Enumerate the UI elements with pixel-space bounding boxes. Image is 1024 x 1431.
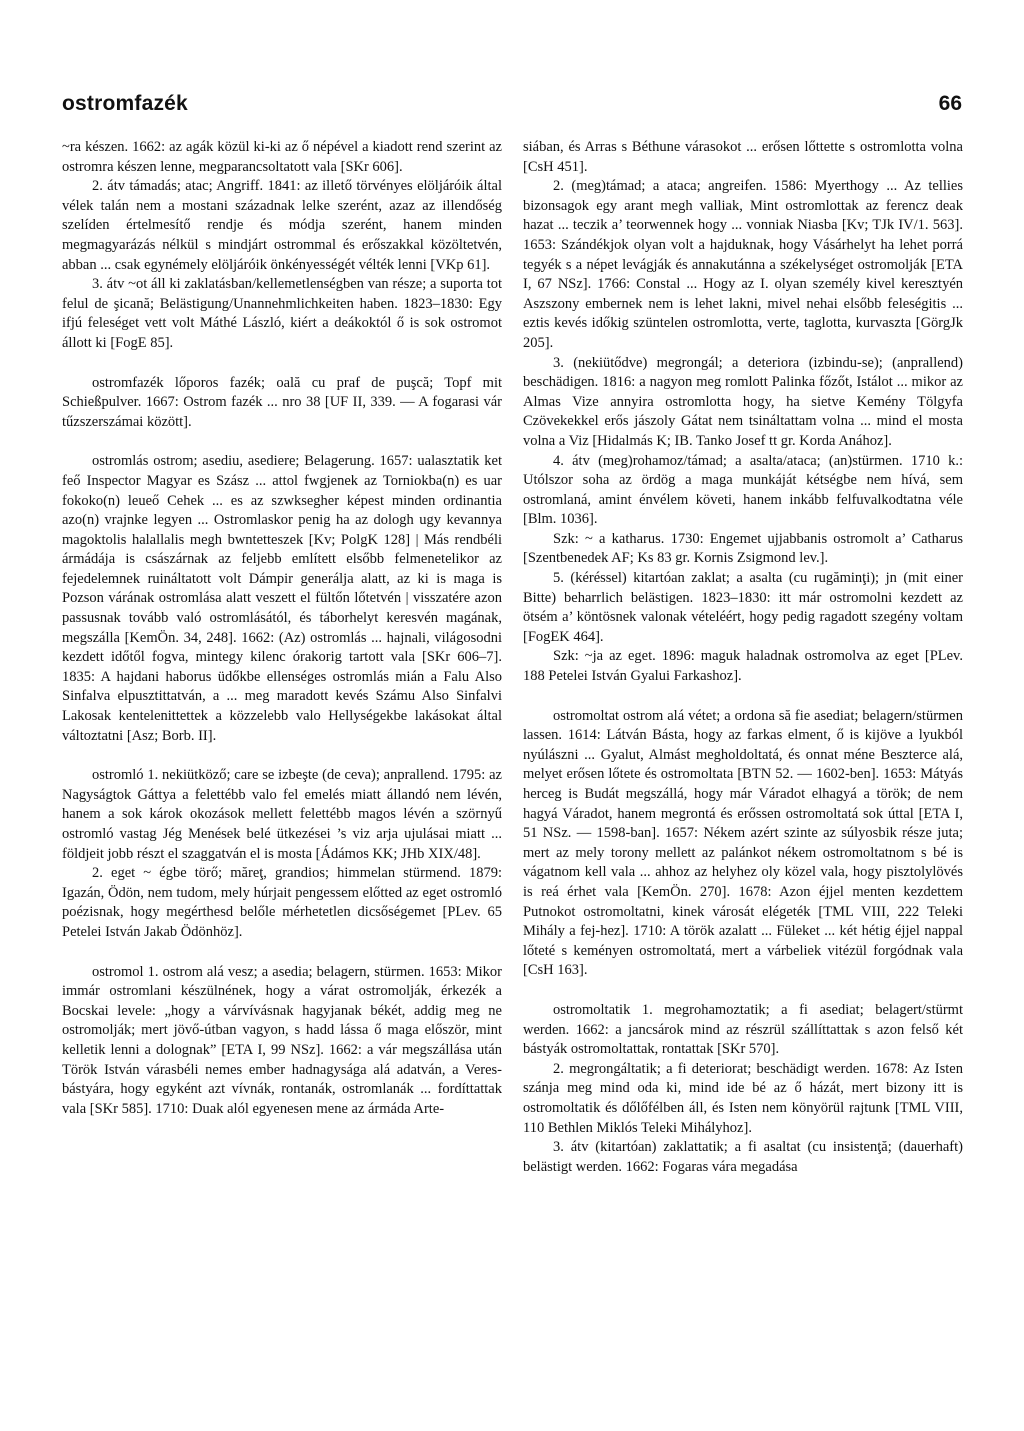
- running-head-title: ostromfazék: [62, 92, 188, 115]
- entry-paragraph: 2. átv támadás; atac; Angriff. 1841: az illető törvényes elöljáróik által vélek talán nem a mostani századnak lelke szerént, azaz az illendőség szelíden értelmesítő rendje és módja szerént, hanem minden megmagyarázás nélkül s mindjárt ostrommal és erőszakkal közöltetvén, abban ... csak egynémely elöljáróik önkényességét vélték lenni [VKp 61].: [62, 178, 502, 273]
- entry-paragraph: 2. megrongáltatik; a fi deteriorat; beschädigt werden. 1678: Az Isten szánja meg mind oda ki, mind ide bé az ő házát, mert bizony itt is ostromoltatik és dőlőfélben áll, és Isten nem könyörül rajtunk [TML VIII, 110 Bethlen Miklós Teleki Mihályhoz].: [523, 1060, 963, 1136]
- entry-paragraph: 3. (nekiütődve) megrongál; a deteriora (izbindu-se); (anprallend) beschädigen. 1816: a nagyon meg romlott Palinka főzőt, Istálot ... mikor az Almas Vize annyira ostromlotta hogy, ha sietve Kemény Tölgyfa Czövekekkel erős jászoly Gátat nem tsináltattam volna ... mind el mosta volna a Viz [Hidalmás K; IB. Tanko Josef tt gr. Korda Anához].: [523, 354, 963, 449]
- entry-ostromlas: ostromlás ostrom; asediu, asediere; Belagerung. 1657: ualasztatik ket feő Inspector Magyar es Szász ... attol fwgjenek az Torniokba(n) es uar fokoko(n) leueő Cehek ... es az szwksegher képest minden ordinantia azo(n) vrajnke legyen ... Ostromlaskor penig ha az dologh ugy kevannya magoktolis halallalis megh bwntetteszek [Kv; PolgK 128] | Más rendbéli ármádája is császárnak az feljebb említett elsőbb felmenetelikor az fejedelemnek ruináltatott volt Dámpir generálja alatt, az ki is maga is Pozson várának ostromlása alatt veszett el fültőn lőtetvén | visszatére azon passusnak tovább való ostromlásától, és táborhelyt keresvén magának, megszálla [KemÖn. 34, 248]. 1662: (Az) ostromlás ... hajnali, világosodni kezdett időtől fogva, mintegy kilenc órakorig tartott vala [SKr 606–7]. 1835: A hajdani haborus üdőkbe ellenséges ostromlás mián a Falu Also Sinfalva elpusztittatván, a ... meg maradott kevés Számu Also Sinfalvi Lakosak kentelenittettek a közzelebb valo Hellységekbe lakásokat által változtatni [Asz; Borb. II].: [62, 453, 502, 744]
- entry-ostromlo: ostromló 1. nekiütköző; care se izbeşte (de ceva); anprallend. 1795: az Nagyságtok Gáttya a felettébb valo fel emelés miatt állandó nem lévén, hanem a sok károk okozások mellett felettébb magos lévén a szörnyű ostromló vastag Jég Menések belé ütkezései ’s viz arja ujulásai miatt ... földjeit jobb részt el szaggatván el is mosta [Ádámos KK; JHb XIX/48].: [62, 767, 502, 862]
- entry-paragraph: 5. (kéréssel) kitartóan zaklat; a asalta (cu rugăminţi); jn (mit einer Bitte) beharrlich belästigen. 1823–1830: itt már ostromolni kezdett az ötsém a’ köntösnek valonak vételéért, hogy pedig ragadott szegény voltam [FogEK 464].: [523, 570, 963, 645]
- entry-paragraph: Szk: ~ a katharus. 1730: Engemet ujjabbanis ostromolt a’ Catharus [Szentbenedek AF; Ks 83 gr. Kornis Zsigmond lev.].: [523, 530, 963, 567]
- entry-paragraph: 4. átv (meg)rohamoz/támad; a asalta/ataca; (an)stürmen. 1710 k.: Utólszor soha az ördög a maga munkáját kétségbe nem hívá, sem ostromlaná, amint énvélem követi, hanem inkább felfuvalkodtatna véle [Blm. 1036].: [523, 452, 963, 528]
- entry-paragraph: 2. (meg)támad; a ataca; angreifen. 1586: Myerthogy ... Az tellies bizonsagok egy arant megh valliak, Mint ostromlottak az ferencz deak hazat ... teczik a’ teorwennek hogy ... vonniak Niasba [Kv; TJk IV/1. 563]. 1653: Szándékjok olyan volt a hajduknak, hogy Vásárhelyt ha lehet porrá tegyék s a népet levágják és annakutánna a székelységet ostromolják [ETA I, 67 NSz]. 1766: Constal ... Hogy az I. olyan személy kivel keresztyén Aszszony embernek nem is lehet lakni, mivel nehai elsőbb feleségitis ... eztis kevés időkig szüntelen ostromlotta, verte, taglotta, kurvaszta [GörgJk 205].: [523, 178, 963, 351]
- left-column: [62, 138, 502, 1119]
- page-number: 66: [938, 92, 962, 115]
- entry-paragraph: 3. átv ~ot áll ki zaklatásban/kellemetlenségben van része; a suporta tot felul de şicană; Belästigung/Unannehmlichkeiten haben. 1823–1830: Egy ifjú feleséget vett volt Máthé László, kiért a deákoktól ő is sok ostromot állott ki [FogE 85].: [62, 276, 502, 351]
- entry-ostromol: ostromol 1. ostrom alá vesz; a asedia; belagern, stürmen. 1653: Mikor immár ostromlani készülnének, hogy a várat ostromolják, érkezék a Bocskai levele: „hogy a várvívásnak hagyjanak békét, addig meg ne ostromolják; mert jövő-útban vagyon, s hadd lássa ő maga először, mint kelletik lenni a dolognak” [ETA I, 99 NSz]. 1662: a vár megszállása után Török István várasbéli nemes ember hadnagysága alá adatván, a Veres-bástyára, hogy egyként azt vívnák, rontanák, ostromlanák ... fordíttattak vala [SKr 585]. 1710: Duak alól egyenesen mene az ármáda Arte-: [62, 963, 502, 1117]
- entry-paragraph: 3. átv (kitartóan) zaklattatik; a fi asaltat (cu insistenţă; (dauerhaft) belästigt werden. 1662: Fogaras vára megadása: [523, 1139, 963, 1175]
- entry-paragraph: ~ra készen. 1662: az agák közül ki-ki az ő népével a kiadott rend szerint az ostromra készen lenne, megparancsoltatott vala [SKr 606].: [62, 139, 502, 175]
- entry-ostromoltatik: ostromoltatik 1. megrohamoztatik; a fi asediat; belagert/stürmt werden. 1662: a jancsárok mind az részrül szállíttattak s azon felső két bástyák ostromoltattak, rontattak [SKr 570].: [523, 1001, 963, 1058]
- entry-ostromoltat: ostromoltat ostrom alá vétet; a ordona să fie asediat; belagern/stürmen lassen. 1614: Látván Básta, hogy az farkas elment, ő is kijöve a lyukból nyúlászni ... Gyalut, Almást megholdoltatá, és onnat méne Beszterce alá, melyet erősen lőtete és ostromoltata [BTN 52. — 1602-ben]. 1653: Mátyás herceg is Budát megszállá, hogy már Váradot elhagyá a török; de nem hagyá Váradot, hanem megrontá és erőssen ostromoltatá sok úttal [ETA I, 51 NSz. — 1598-ban]. 1657: Nékem azért szinte az súlyosbik része juta; mert az mely torony mellett az palánkot nékem ostromoltatnom s bé is vágatnom kell vala ... ahhoz az helyhez oly közel vala, hogy pisztolylövés is reá érhet vala [KemÖn. 270]. 1678: Azon éjjel menten kezdettem Putnokot ostromoltatni, kinek városát elégeték [TML VIII, 222 Teleki Mihály a fej-hez]. 1710: A török azalatt ... Füleket ... két hétig éjjel nappal lőteté s keményen ostromoltatá, mert a várbeliek vitézül forgódnak vala [CsH 163].: [523, 707, 963, 979]
- right-column: [523, 138, 963, 1177]
- entry-paragraph: 2. eget ~ égbe törő; măreţ, grandios; himmelan stürmend. 1879: Igazán, Ödön, nem tudom, mely húrjait pengessem előtted az eget ostromló poézisnak, hogy megérthesd belőle mérhetetlen dicsőségemet [PLev. 65 Petelei István Jakab Ödönhöz].: [62, 865, 502, 940]
- entry-paragraph: Szk: ~ja az eget. 1896: maguk haladnak ostromolva az eget [PLev. 188 Petelei István Gyalui Farkashoz].: [523, 648, 963, 685]
- entry-ostromfazek: ostromfazék lőporos fazék; oală cu praf de puşcă; Topf mit Schießpulver. 1667: Ostrom fazék ... nro 38 [UF II, 339. — A fogarasi vár tűzszerszámai között].: [62, 374, 502, 430]
- entry-paragraph: siában, és Arras s Béthune várasokot ... erősen lőttette s ostromlotta volna [CsH 451].: [523, 139, 963, 175]
